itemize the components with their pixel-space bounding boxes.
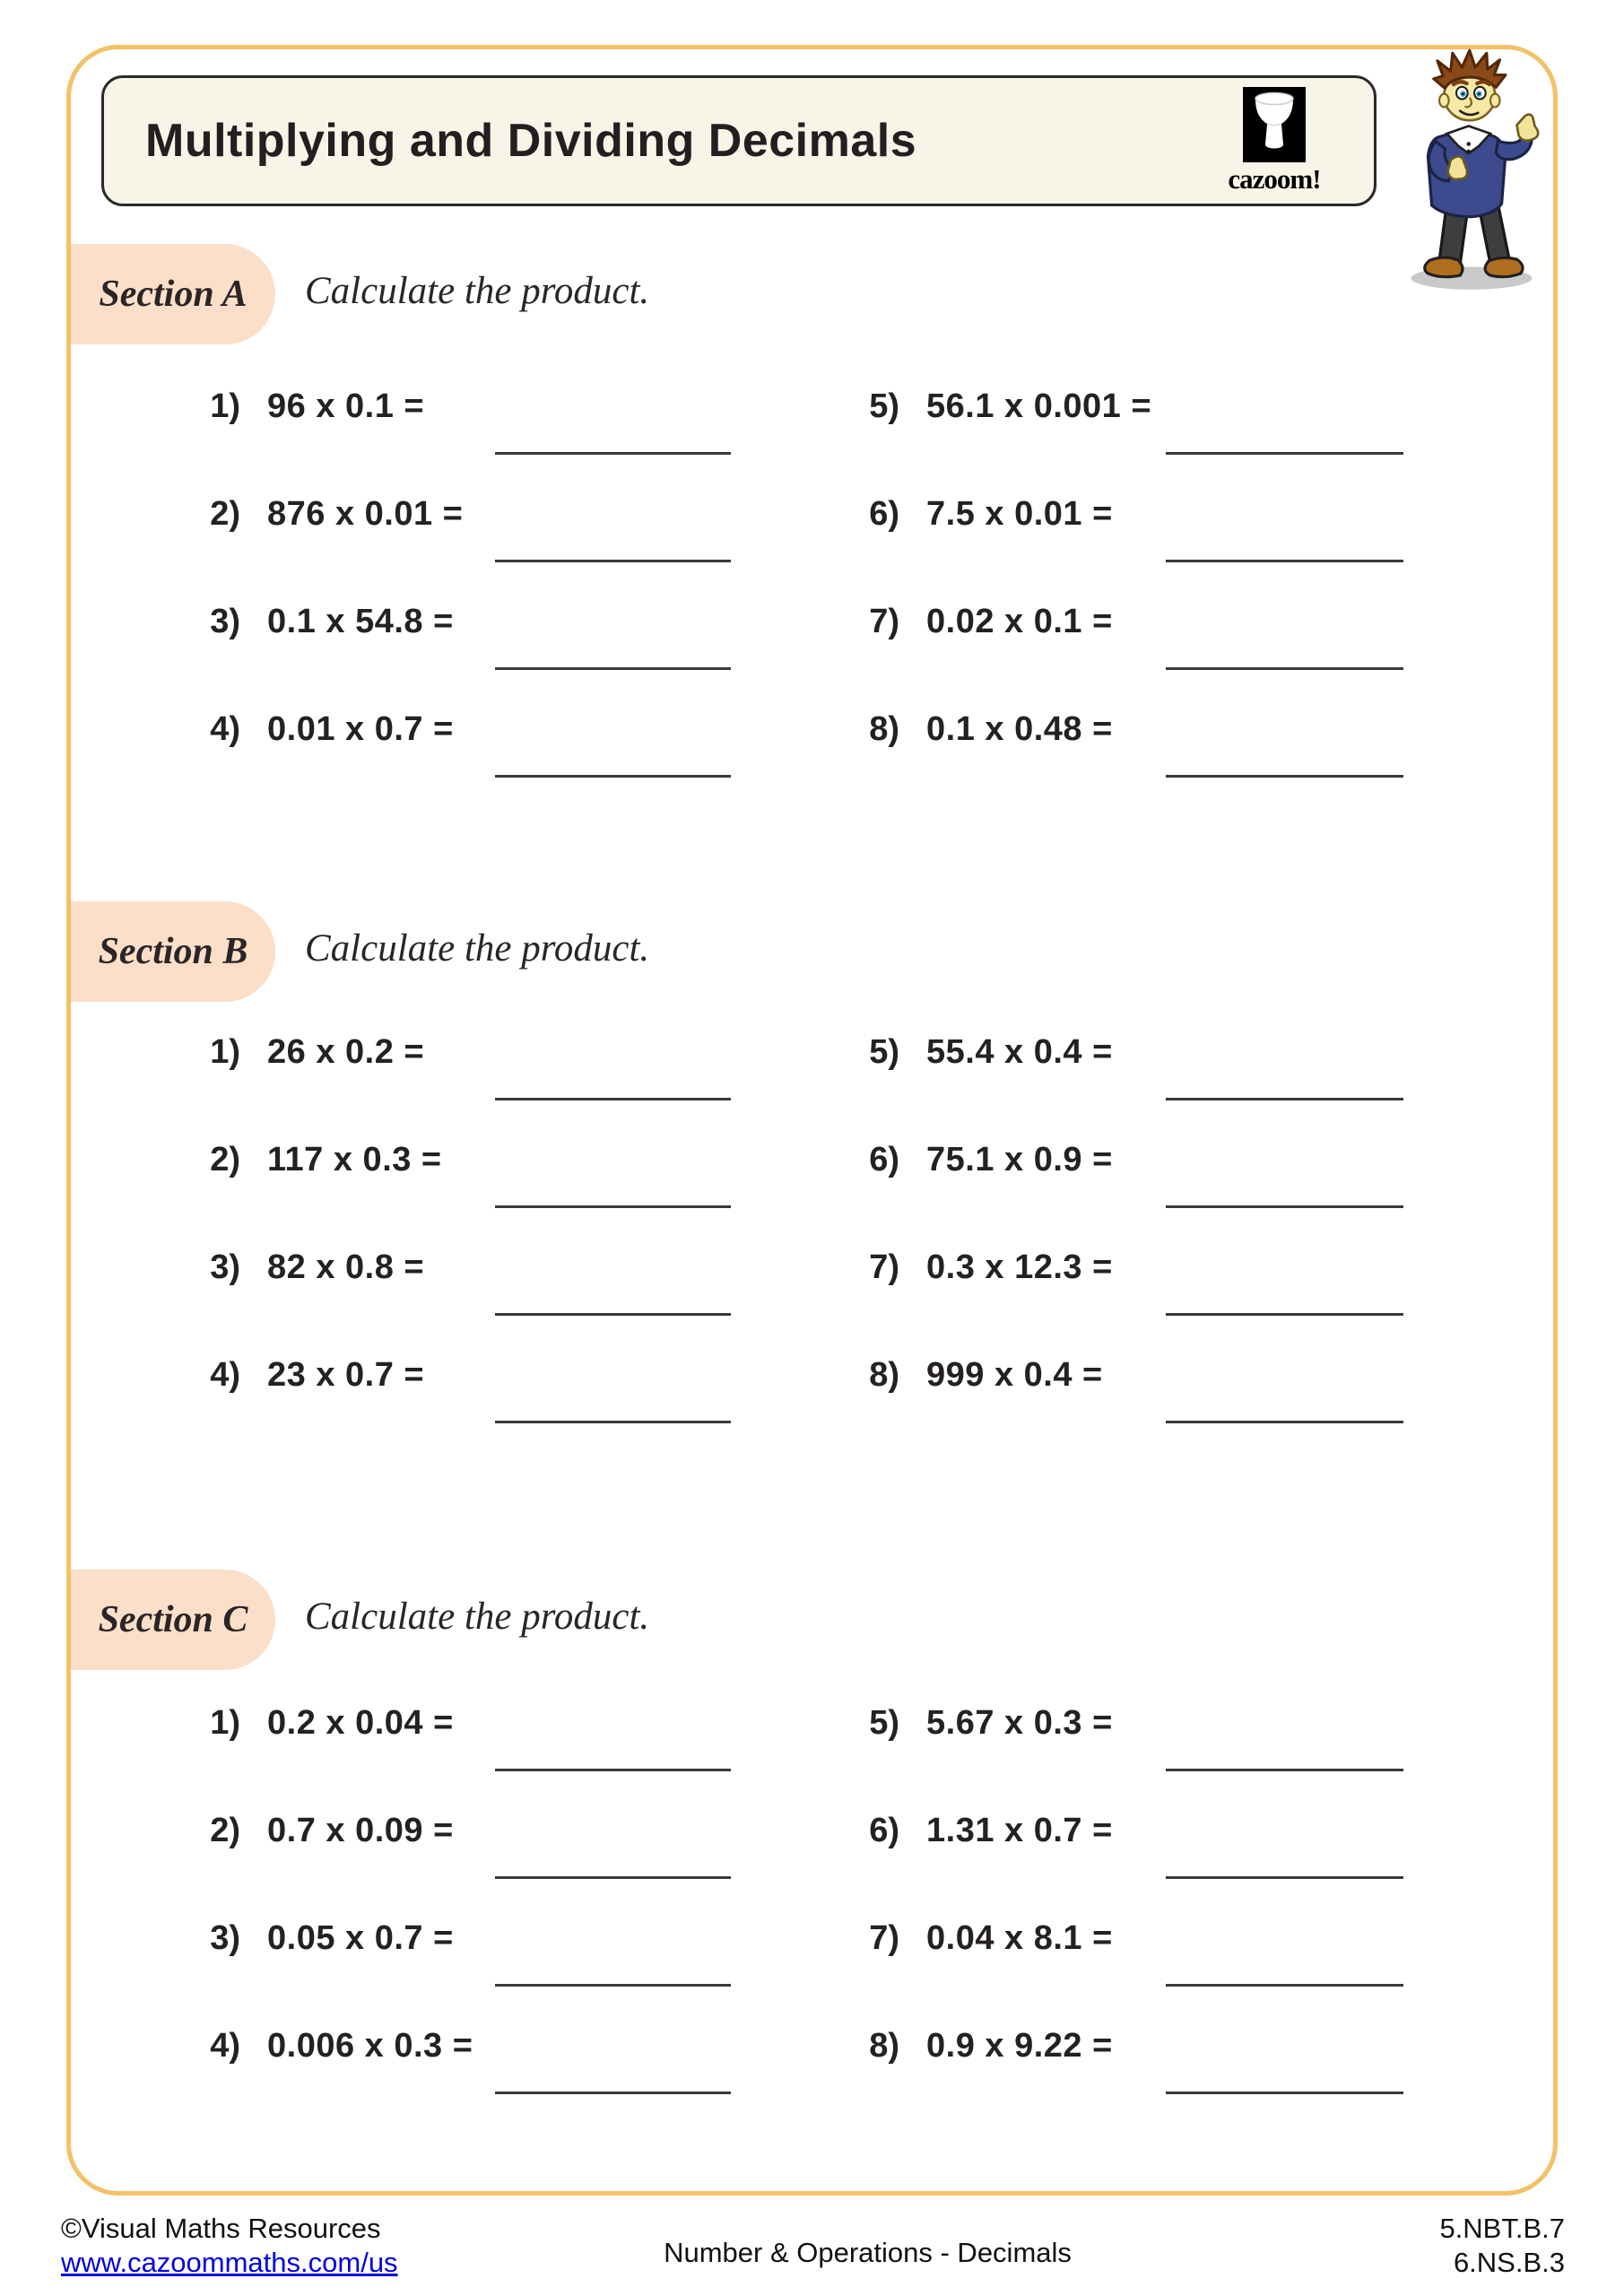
problem: [179, 495, 463, 596]
problem-number: 4): [210, 1356, 240, 1394]
djembe-drum-icon: [1242, 87, 1307, 162]
answer-blank[interactable]: [1166, 1313, 1403, 1316]
page-title: Multiplying and Dividing Decimals: [145, 115, 917, 167]
answer-blank[interactable]: [1166, 775, 1403, 778]
problem-number: 3): [210, 1248, 240, 1286]
section-a-pill: [71, 244, 275, 344]
problem-number: 7): [869, 603, 899, 640]
problem-number: 8): [869, 710, 899, 748]
brand-name: cazoom!: [1228, 162, 1321, 195]
section-b-pill: [71, 901, 275, 1002]
problem-expression: 0.3 x 12.3 =: [926, 1248, 1113, 1286]
standard-code: 5.NBT.B.7: [1439, 2213, 1565, 2244]
problem: [838, 710, 1113, 811]
answer-blank[interactable]: [495, 1984, 731, 1987]
problem-number: 6): [869, 1812, 899, 1849]
problem-expression: 999 x 0.4 =: [926, 1356, 1103, 1394]
problem: [838, 387, 1151, 488]
answer-blank[interactable]: [1166, 452, 1403, 455]
answer-blank[interactable]: [495, 452, 731, 455]
problem-number: 4): [210, 710, 240, 748]
problem-number: 1): [210, 387, 240, 425]
problem: [838, 1141, 1113, 1241]
problem-expression: 0.006 x 0.3 =: [267, 2027, 473, 2065]
problem-expression: 0.1 x 54.8 =: [267, 603, 454, 640]
problem-expression: 82 x 0.8 =: [267, 1248, 425, 1286]
footer-category: Number & Operations - Decimals: [664, 2237, 1072, 2268]
problem-expression: 0.05 x 0.7 =: [267, 1919, 454, 1957]
answer-blank[interactable]: [1166, 1098, 1403, 1100]
answer-blank[interactable]: [495, 1098, 731, 1100]
section-a-problems: [0, 387, 1624, 818]
section-a: [0, 244, 1624, 352]
answer-blank[interactable]: [495, 667, 731, 670]
problem-expression: 56.1 x 0.001 =: [926, 387, 1152, 425]
section-c-label: Section C: [98, 1599, 248, 1640]
answer-blank[interactable]: [1166, 2092, 1403, 2094]
problem-number: 3): [210, 1919, 240, 1957]
problem: [838, 1812, 1113, 1912]
problem-expression: 0.9 x 9.22 =: [926, 2027, 1113, 2065]
problem-expression: 7.5 x 0.01 =: [926, 495, 1113, 533]
problem-expression: 0.1 x 0.48 =: [926, 710, 1113, 748]
problem: [838, 1704, 1113, 1805]
answer-blank[interactable]: [1166, 1876, 1403, 1879]
section-a-label: Section A: [99, 274, 248, 315]
problem: [179, 1356, 424, 1457]
section-a-instruction: Calculate the product.: [305, 270, 650, 312]
answer-blank[interactable]: [1166, 1205, 1403, 1208]
section-b-problems: [0, 1033, 1624, 1464]
problem-number: 8): [869, 1356, 899, 1394]
problem: [838, 1919, 1113, 2020]
answer-blank[interactable]: [1166, 1984, 1403, 1987]
problem-number: 8): [869, 2027, 899, 2065]
problem-expression: 23 x 0.7 =: [267, 1356, 425, 1394]
problem: [179, 1812, 454, 1912]
section-b-instruction: Calculate the product.: [305, 927, 650, 970]
problem-expression: 0.02 x 0.1 =: [926, 603, 1113, 640]
problem-expression: 55.4 x 0.4 =: [926, 1033, 1113, 1071]
answer-blank[interactable]: [495, 2092, 731, 2094]
cazoom-logo: [1215, 78, 1333, 204]
problem: [179, 1919, 454, 2020]
answer-blank[interactable]: [495, 560, 731, 562]
problem-expression: 1.31 x 0.7 =: [926, 1812, 1113, 1849]
problem-expression: 0.7 x 0.09 =: [267, 1812, 454, 1849]
problem-number: 5): [869, 387, 899, 425]
problem: [179, 1141, 442, 1241]
problem: [838, 1356, 1103, 1457]
section-b-label: Section B: [98, 931, 248, 972]
footer: [0, 2208, 1624, 2296]
standard-code: 6.NS.B.3: [1453, 2247, 1565, 2278]
section-c-instruction: Calculate the product.: [305, 1596, 650, 1638]
problem: [179, 1248, 424, 1349]
answer-blank[interactable]: [495, 1205, 731, 1208]
problem: [838, 603, 1113, 703]
answer-blank[interactable]: [1166, 667, 1403, 670]
section-c-pill: [71, 1570, 275, 1670]
section-c: [0, 1570, 1624, 1677]
footer-left: [61, 2212, 398, 2280]
answer-blank[interactable]: [495, 1313, 731, 1316]
problem: [179, 2027, 473, 2127]
problem-number: 3): [210, 603, 240, 640]
problem: [838, 1033, 1113, 1134]
problem: [179, 1033, 424, 1134]
problem-expression: 0.04 x 8.1 =: [926, 1919, 1113, 1957]
problem-expression: 96 x 0.1 =: [267, 387, 425, 425]
problem-expression: 26 x 0.2 =: [267, 1033, 425, 1071]
problem-number: 4): [210, 2027, 240, 2065]
problem-expression: 75.1 x 0.9 =: [926, 1141, 1113, 1178]
problem-expression: 5.67 x 0.3 =: [926, 1704, 1113, 1742]
problem-number: 7): [869, 1919, 899, 1957]
footer-standards: [1439, 2212, 1565, 2280]
answer-blank[interactable]: [1166, 560, 1403, 562]
problem-number: 2): [210, 1141, 240, 1178]
section-c-problems: [0, 1704, 1624, 2135]
answer-blank[interactable]: [495, 1769, 731, 1771]
problem-number: 5): [869, 1033, 899, 1071]
problem-number: 5): [869, 1704, 899, 1742]
problem-number: 1): [210, 1704, 240, 1742]
problem-expression: 0.2 x 0.04 =: [267, 1704, 454, 1742]
problem-number: 2): [210, 1812, 240, 1849]
problem: [179, 710, 454, 811]
problem: [179, 387, 424, 488]
answer-blank[interactable]: [495, 1876, 731, 1879]
problem-number: 1): [210, 1033, 240, 1071]
problem: [838, 2027, 1113, 2127]
problem-number: 2): [210, 495, 240, 533]
problem-number: 7): [869, 1248, 899, 1286]
problem: [179, 603, 454, 703]
answer-blank[interactable]: [1166, 1421, 1403, 1423]
problem-expression: 876 x 0.01 =: [267, 495, 464, 533]
footer-copyright: ©Visual Maths Resources: [61, 2213, 381, 2244]
footer-website-link[interactable]: www.cazoommaths.com/us: [61, 2247, 398, 2278]
problem: [838, 495, 1113, 596]
answer-blank[interactable]: [1166, 1769, 1403, 1771]
answer-blank[interactable]: [495, 1421, 731, 1423]
title-box: [101, 75, 1376, 206]
problem: [838, 1248, 1113, 1349]
problem-expression: 0.01 x 0.7 =: [267, 710, 454, 748]
answer-blank[interactable]: [495, 775, 731, 778]
problem-number: 6): [869, 495, 899, 533]
problem-expression: 117 x 0.3 =: [267, 1141, 442, 1178]
problem: [179, 1704, 454, 1805]
section-b: [0, 901, 1624, 1009]
problem-number: 6): [869, 1141, 899, 1178]
